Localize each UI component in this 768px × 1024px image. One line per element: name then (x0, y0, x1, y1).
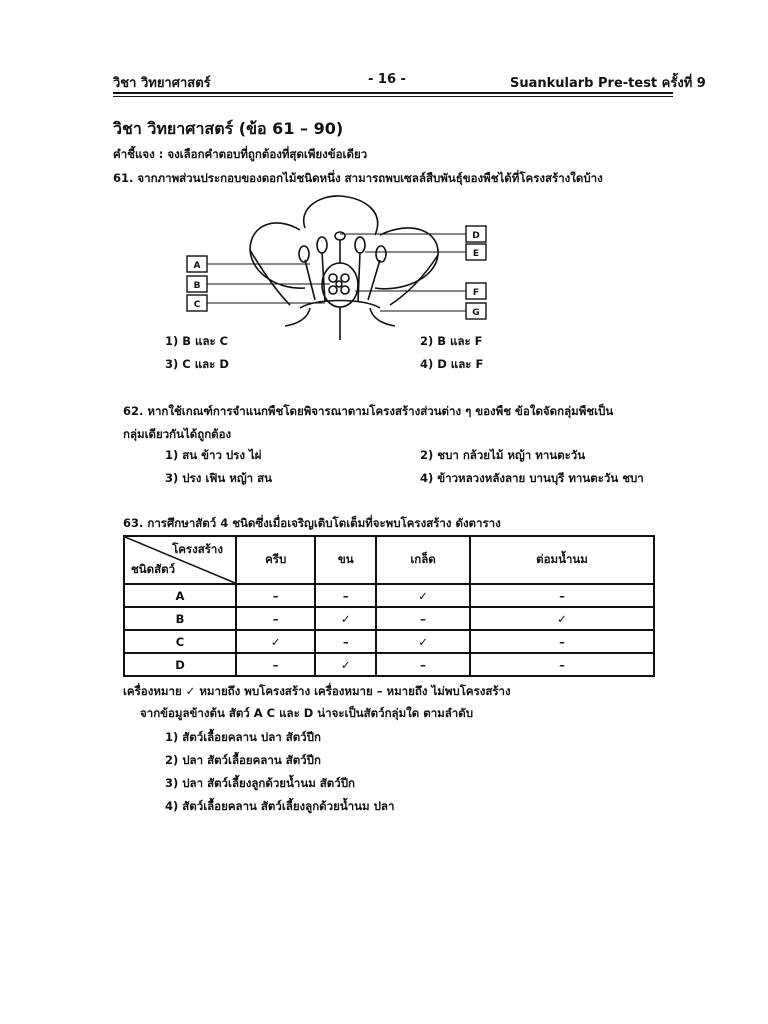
q62-option-3: 3) ปรง เฟิน หญ้า สน (165, 471, 273, 485)
header-exam-name: Suankularb Pre-test ครั้งที่ 9 (510, 76, 706, 91)
label-F: F (472, 288, 480, 298)
corner-label-animal: ชนิดสัตว์ (131, 562, 176, 576)
flower-diagram (180, 190, 510, 340)
table-cell: ✓ (315, 607, 376, 630)
q61-option-2: 2) B และ F (420, 334, 483, 348)
table-cell: – (376, 607, 470, 630)
question-62-line2: กลุ่มเดียวกันได้ถูกต้อง (123, 427, 232, 441)
row-label: C (124, 630, 236, 653)
animal-structure-table (123, 535, 655, 677)
table-cell: – (236, 607, 315, 630)
q61-option-3: 3) C และ D (165, 357, 229, 371)
table-cell: ✓ (236, 630, 315, 653)
label-E: E (472, 249, 480, 259)
table-cell: – (470, 584, 654, 607)
q63-option-2: 2) ปลา สัตว์เลื้อยคลาน สัตว์ปีก (165, 753, 321, 767)
label-G: G (472, 308, 480, 318)
header-rule-thin (113, 96, 673, 97)
label-C: C (193, 300, 201, 310)
header-subject: วิชา วิทยาศาสตร์ (113, 76, 211, 91)
label-A: A (193, 261, 201, 271)
q61-option-1: 1) B และ C (165, 334, 229, 348)
q61-option-4: 4) D และ F (420, 357, 484, 371)
section-title: วิชา วิทยาศาสตร์ (ข้อ 61 – 90) (113, 119, 344, 138)
q63-option-4: 4) สัตว์เลื้อยคลาน สัตว์เลี้ยงลูกด้วยน้ำนม ปลา (165, 799, 395, 813)
table-row (124, 607, 654, 630)
question-62-line1: 62. หากใช้เกณฑ์การจำแนกพืชโดยพิจารณาตามโครงสร้างส่วนต่าง ๆ ของพืช ข้อใดจัดกลุ่มพืชเป็น (123, 404, 614, 418)
table-cell: – (315, 630, 376, 653)
column-header: เกล็ด (376, 536, 470, 584)
table-cell: – (470, 630, 654, 653)
table-row (124, 653, 654, 676)
table-cell: – (236, 584, 315, 607)
row-label: D (124, 653, 236, 676)
table-legend: เครื่องหมาย ✓ หมายถึง พบโครงสร้าง เครื่องหมาย – หมายถึง ไม่พบโครงสร้าง (123, 684, 511, 698)
corner-label-structure: โครงสร้าง (172, 542, 223, 556)
table-cell: ✓ (376, 630, 470, 653)
table-cell: – (315, 584, 376, 607)
column-header: ขน (315, 536, 376, 584)
column-header: ต่อมน้ำนม (470, 536, 654, 584)
label-B: B (193, 281, 201, 291)
table-row (124, 584, 654, 607)
question-61-text: 61. จากภาพส่วนประกอบของดอกไม้ชนิดหนึ่ง สามารถพบเซลล์สืบพันธุ์ของพืชได้ที่โครงสร้างใดบ้าง (113, 171, 603, 185)
header-page-number: - 16 - (368, 72, 406, 87)
row-label: B (124, 607, 236, 630)
table-corner-cell (124, 536, 236, 584)
table-cell: ✓ (376, 584, 470, 607)
row-label: A (124, 584, 236, 607)
question-63-text: 63. การศึกษาสัตว์ 4 ชนิดซึ่งเมื่อเจริญเติบโตเต็มที่จะพบโครงสร้าง ดังตาราง (123, 516, 501, 530)
q63-option-3: 3) ปลา สัตว์เลี้ยงลูกด้วยน้ำนม สัตว์ปีก (165, 776, 355, 790)
table-cell: ✓ (315, 653, 376, 676)
q62-option-4: 4) ข้าวหลวงหลังลาย บานบุรี ทานตะวัน ชบา (420, 471, 644, 485)
table-row (124, 630, 654, 653)
table-cell: ✓ (470, 607, 654, 630)
q63-option-1: 1) สัตว์เลื้อยคลาน ปลา สัตว์ปีก (165, 730, 321, 744)
q62-option-1: 1) สน ข้าว ปรง ไผ่ (165, 448, 262, 462)
header-rule (113, 92, 673, 94)
question-63-prompt: จากข้อมูลข้างต้น สัตว์ A C และ D น่าจะเป็นสัตว์กลุ่มใด ตามลำดับ (140, 706, 474, 720)
column-header: ครีบ (236, 536, 315, 584)
instruction-text: คำชี้แจง : จงเลือกคำตอบที่ถูกต้องที่สุดเพียงข้อเดียว (113, 147, 368, 161)
table-cell: – (236, 653, 315, 676)
label-D: D (472, 231, 480, 241)
q62-option-2: 2) ชบา กล้วยไม้ หญ้า ทานตะวัน (420, 448, 586, 462)
table-cell: – (470, 653, 654, 676)
table-cell: – (376, 653, 470, 676)
